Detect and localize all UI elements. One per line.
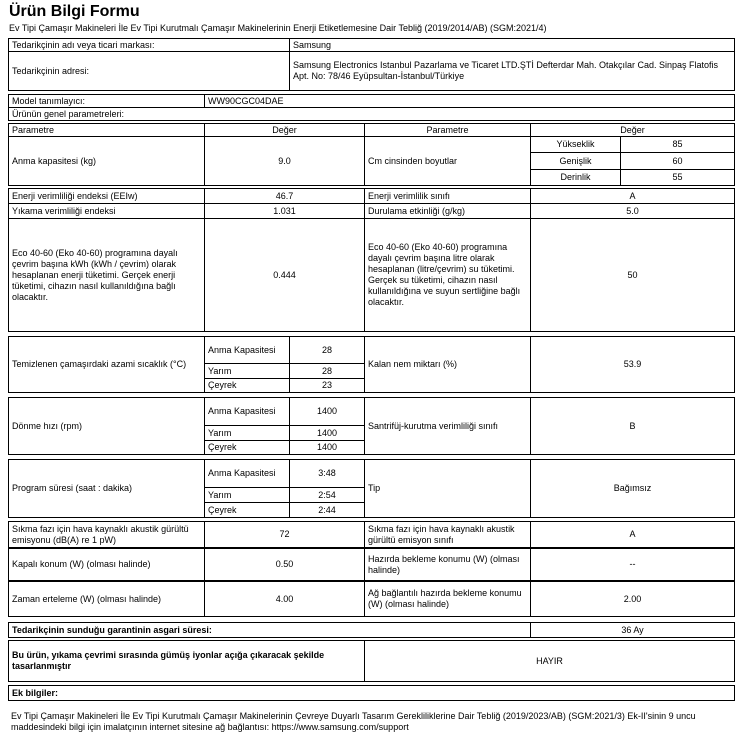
general-params-label: Ürünün genel parametreleri:	[8, 107, 735, 121]
depth-value: 55	[620, 169, 735, 186]
temp-label: Temizlenen çamaşırdaki azami sıcaklık (°C)	[8, 336, 205, 393]
capacity-label: Anma kapasitesi (kg)	[8, 136, 205, 186]
height-value: 85	[620, 136, 735, 153]
moisture-value: 53.9	[530, 336, 735, 393]
supplier-name-label: Tedarikçinin adı veya ticari markası:	[8, 38, 290, 52]
supplier-name-value: Samsung	[289, 38, 735, 52]
eco-water-value: 50	[530, 218, 735, 332]
duration-load-half: Yarım	[204, 487, 290, 503]
capacity-value: 9.0	[204, 136, 365, 186]
wash-index-label: Yıkama verimliliği endeksi	[8, 203, 205, 219]
noise-class-label: Sıkma fazı için hava kaynaklı akustik gürültü emisyon sınıfı	[364, 521, 531, 548]
duration-value-quarter: 2:44	[289, 502, 365, 518]
model-value: WW90CGC04DAE	[204, 94, 735, 108]
spin-load-rated: Anma Kapasitesi	[204, 397, 290, 426]
eco-water-label: Eco 40-60 (Eko 40-60) programına dayalı çevrim başına litre olarak hesaplanan (litre/çevrim) su tüketimi. Gerçek su tüketimi, cihazın nasıl kullanıldığına ve suyun sertliğine bağlı olacaktır.	[364, 218, 531, 332]
silver-ions-value: HAYIR	[364, 640, 735, 682]
spin-load-half: Yarım	[204, 425, 290, 441]
temp-load-half: Yarım	[204, 363, 290, 379]
off-mode-value: 0.50	[204, 548, 365, 581]
width-value: 60	[620, 152, 735, 170]
depth-label: Derinlik	[530, 169, 621, 186]
warranty-label: Tedarikçinin sunduğu garantinin asgari süresi:	[8, 622, 531, 638]
temp-value-half: 28	[289, 363, 365, 379]
model-label: Model tanımlayıcı:	[8, 94, 205, 108]
delay-label: Zaman erteleme (W) (olması halinde)	[8, 581, 205, 617]
rinse-label: Durulama etkinliği (g/kg)	[364, 203, 531, 219]
header-param-right: Parametre	[364, 123, 531, 137]
noise-label: Sıkma fazı için hava kaynaklı akustik gürültü emisyonu (dB(A) re 1 pW)	[8, 521, 205, 548]
header-value-left: Değer	[204, 123, 365, 137]
duration-load-quarter: Çeyrek	[204, 502, 290, 518]
type-label: Tip	[364, 459, 531, 518]
supplier-address-value: Samsung Electronics Istanbul Pazarlama ve Ticaret LTD.ŞTİ Defterdar Mah. Otakçılar Cad. Sinpaş Flatofis Apt. No: 78/46 Eyüpsultan-İstanbul/Türkiye	[289, 51, 735, 91]
duration-value-half: 2:54	[289, 487, 365, 503]
eei-label: Enerji verimliliği endeksi (EEIw)	[8, 188, 205, 204]
duration-value-rated: 3:48	[289, 459, 365, 488]
off-mode-label: Kapalı konum (W) (olması halinde)	[8, 548, 205, 581]
extra-info-label: Ek bilgiler:	[8, 685, 735, 701]
spin-class-value: B	[530, 397, 735, 455]
header-value-right: Değer	[530, 123, 735, 137]
supplier-address-label: Tedarikçinin adresi:	[8, 51, 290, 91]
noise-value: 72	[204, 521, 365, 548]
standby-value: --	[530, 548, 735, 581]
temp-value-quarter: 23	[289, 378, 365, 393]
header-param-left: Parametre	[8, 123, 205, 137]
form-title: Ürün Bilgi Formu	[9, 3, 140, 20]
moisture-label: Kalan nem miktarı (%)	[364, 336, 531, 393]
silver-ions-label: Bu ürün, yıkama çevrimi sırasında gümüş iyonlar açığa çıkaracak şekilde tasarlanmıştır	[8, 640, 365, 682]
delay-value: 4.00	[204, 581, 365, 617]
spin-value-quarter: 1400	[289, 440, 365, 455]
warranty-value: 36 Ay	[530, 622, 735, 638]
spin-load-quarter: Çeyrek	[204, 440, 290, 455]
temp-load-quarter: Çeyrek	[204, 378, 290, 393]
spin-class-label: Santrifüj-kurutma verimliliği sınıfı	[364, 397, 531, 455]
standby-label: Hazırda bekleme konumu (W) (olması halinde)	[364, 548, 531, 581]
wash-index-value: 1.031	[204, 203, 365, 219]
rinse-value: 5.0	[530, 203, 735, 219]
noise-class-value: A	[530, 521, 735, 548]
eco-energy-label: Eco 40-60 (Eko 40-60) programına dayalı çevrim başına kWh (kWh / çevrim) olarak hesaplanan enerji tüketimi. Gerçek enerji tüketimi, cihazın nasıl kullanıldığına bağlı olacaktır.	[8, 218, 205, 332]
energy-class-label: Enerji verimlilik sınıfı	[364, 188, 531, 204]
net-standby-label: Ağ bağlantılı hazırda bekleme konumu (W) (olması halinde)	[364, 581, 531, 617]
type-value: Bağımsız	[530, 459, 735, 518]
energy-class-value: A	[530, 188, 735, 204]
spin-label: Dönme hızı (rpm)	[8, 397, 205, 455]
duration-load-rated: Anma Kapasitesi	[204, 459, 290, 488]
net-standby-value: 2.00	[530, 581, 735, 617]
eco-energy-value: 0.444	[204, 218, 365, 332]
spin-value-half: 1400	[289, 425, 365, 441]
width-label: Genişlik	[530, 152, 621, 170]
height-label: Yükseklik	[530, 136, 621, 153]
form-subtitle: Ev Tipi Çamaşır Makineleri İle Ev Tipi Kurutmalı Çamaşır Makinelerinin Enerji Etiketlemesine Dair Tebliğ (2019/2014/AB) (SGM:2021/4)	[9, 23, 547, 33]
extra-info-text: Ev Tipi Çamaşır Makineleri İle Ev Tipi Kurutmalı Çamaşır Makinelerinin Çevreye Duyarlı Tasarım Gerekliliklerine Dair Tebliğ (2019/2023/AB) (SGM:2021/3) Ek-II'sinin 9 uncu maddesindeki bilgi için imalatçının internet sitesine ağ bağlantısı: https://www.samsung.com/support	[11, 711, 696, 732]
spin-value-rated: 1400	[289, 397, 365, 426]
temp-value-rated: 28	[289, 336, 365, 364]
eei-value: 46.7	[204, 188, 365, 204]
duration-label: Program süresi (saat : dakika)	[8, 459, 205, 518]
dimensions-label: Cm cinsinden boyutlar	[364, 136, 531, 186]
temp-load-rated: Anma Kapasitesi	[204, 336, 290, 364]
